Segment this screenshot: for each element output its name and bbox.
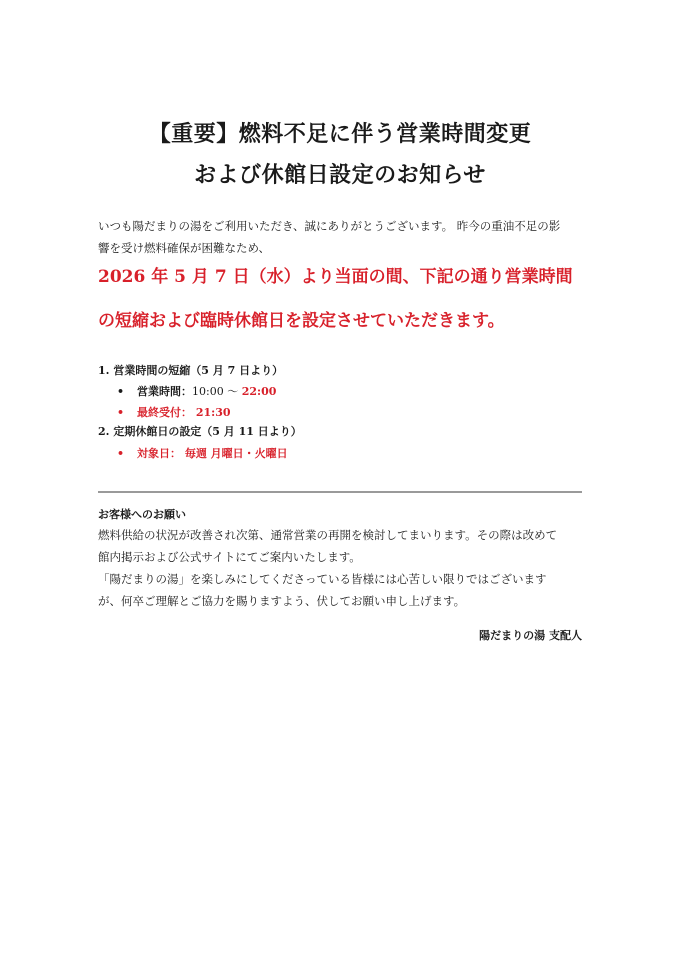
- closed-days-value: 毎週 月曜日・火曜日: [184, 447, 288, 460]
- closed-days-label: 対象日：: [137, 447, 181, 460]
- intro-paragraph: [98, 215, 582, 259]
- bullet-icon: •: [117, 385, 125, 398]
- document-title-line-1: 【重要】燃料不足に伴う営業時間変更: [148, 122, 532, 147]
- hours-close-value: 22:00: [241, 385, 277, 398]
- request-line-3: 「陽だまりの湯」を楽しみにしてくださっている皆様には心苦しい限りではございます: [98, 572, 547, 586]
- list-item-hours: [117, 383, 276, 399]
- section-heading-hours: 1. 営業時間の短縮（5 月 7 日より）: [98, 364, 284, 377]
- section-divider: [98, 491, 582, 493]
- request-paragraph: [98, 524, 582, 612]
- notice-line-1: 2026 年 5 月 7 日（水）より当面の間、下記の通り営業時間: [98, 267, 573, 287]
- intro-line-2: 響を受け燃料確保が困難なため、: [98, 241, 271, 255]
- hours-label: 営業時間：: [137, 385, 192, 398]
- last-entry-value: 21:30: [195, 406, 231, 419]
- request-line-4: が、何卒ご理解とご協力を賜りますよう、伏してお願い申し上げます。: [98, 594, 466, 608]
- bullet-icon: •: [117, 447, 125, 460]
- list-item-closed-days: [117, 445, 288, 461]
- document-title-line-2: および休館日設定のお知らせ: [194, 163, 486, 188]
- section-heading-closed-days: 2. 定期休館日の設定（5 月 11 日より）: [98, 425, 302, 438]
- request-heading: お客様へのお願い: [98, 508, 186, 521]
- request-line-1: 燃料供給の状況が改善され次第、通常営業の再開を検討してまいります。その際は改めて: [98, 528, 558, 542]
- hours-open-value: 10:00 〜: [192, 385, 242, 398]
- last-entry-label: 最終受付：: [137, 406, 192, 419]
- request-line-2: 館内掲示および公式サイトにてご案内いたします。: [98, 550, 361, 564]
- bullet-icon: •: [117, 406, 125, 419]
- notice-line-2: の短縮および臨時休館日を設定させていただきます。: [98, 311, 505, 331]
- signature: 陽だまりの湯 支配人: [479, 629, 582, 642]
- list-item-last-entry: [117, 404, 231, 420]
- intro-line-1: いつも陽だまりの湯をご利用いただき、誠にありがとうございます。 昨今の重油不足の影: [98, 219, 561, 233]
